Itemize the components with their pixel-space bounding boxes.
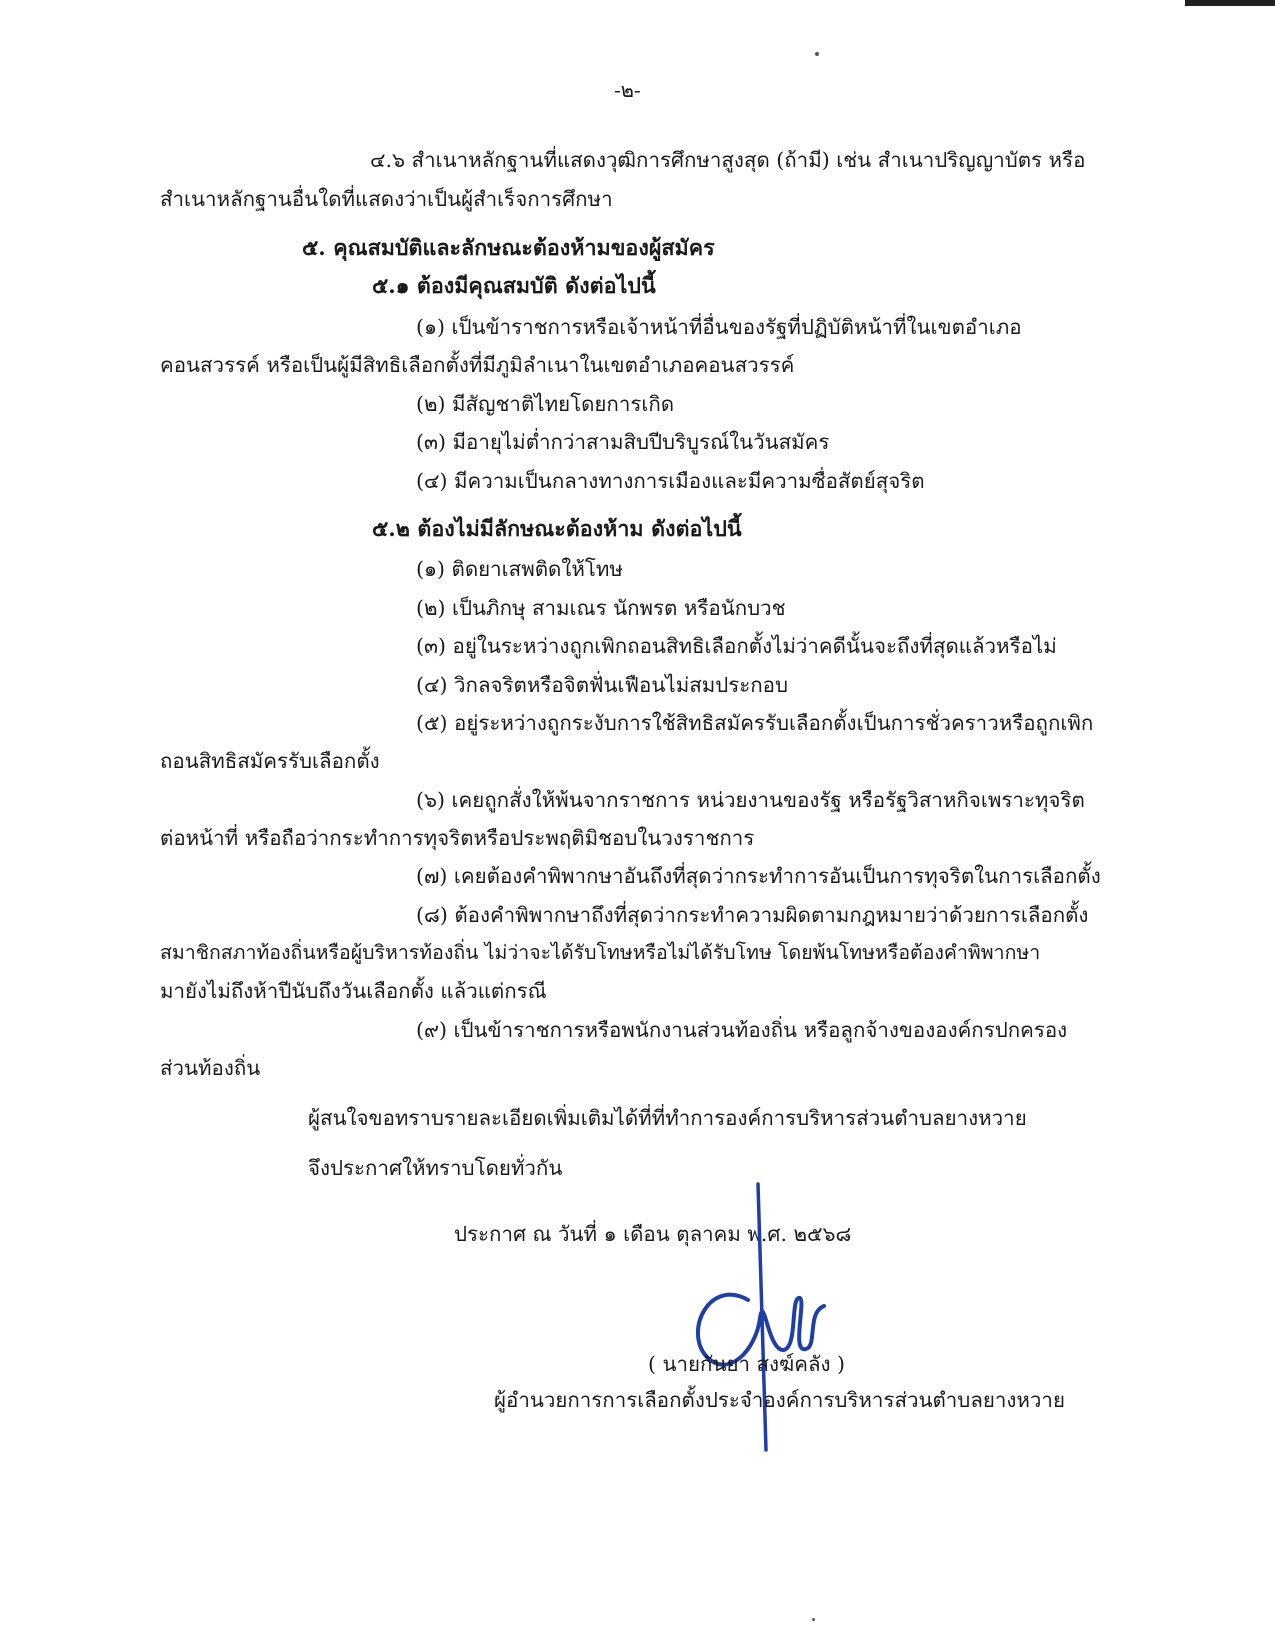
prohibition-8-line2: สมาชิกสภาท้องถิ่นหรือผู้บริหารท้องถิ่น ไม่ว่าจะได้รับโทษหรือไม่ได้รับโทษ โดยพ้นโทษหรือต้องคำพิพากษา bbox=[160, 941, 1041, 964]
section-5-2-heading: ๕.๒ ต้องไม่มีลักษณะต้องห้าม ดังต่อไปนี้ bbox=[372, 517, 742, 542]
qualification-2: (๒) มีสัญชาติไทยโดยการเกิด bbox=[416, 392, 675, 416]
inquiry-text: ผู้สนใจขอทราบรายละเอียดเพิ่มเติมได้ที่ที่ทำการองค์การบริหารส่วนตำบลยางหวาย bbox=[308, 1106, 1027, 1130]
announcement-text: จึงประกาศให้ทราบโดยทั่วกัน bbox=[308, 1156, 563, 1180]
scan-edge-mark bbox=[1185, 0, 1275, 6]
prohibition-6-line2: ต่อหน้าที่ หรือถือว่ากระทำการทุจริตหรือประพฤติมิชอบในวงราชการ bbox=[160, 826, 755, 850]
prohibition-8-line1: (๘) ต้องคำพิพากษาถึงที่สุดว่ากระทำความผิดตามกฎหมายว่าด้วยการเลือกตั้ง bbox=[416, 903, 1089, 927]
announcement-date: ประกาศ ณ วันที่ ๑ เดือน ตุลาคม พ.ศ. ๒๕๖๘ bbox=[454, 1222, 852, 1246]
section-5-heading: ๕. คุณสมบัติและลักษณะต้องห้ามของผู้สมัคร bbox=[302, 236, 715, 261]
prohibition-8-line3: มายังไม่ถึงห้าปีนับถึงวันเลือกตั้ง แล้วแต่กรณี bbox=[160, 979, 547, 1003]
page-number: -๒- bbox=[614, 78, 641, 102]
prohibition-2: (๒) เป็นภิกษุ สามเณร นักพรต หรือนักบวช bbox=[416, 596, 786, 620]
prohibition-3: (๓) อยู่ในระหว่างถูกเพิกถอนสิทธิเลือกตั้งไม่ว่าคดีนั้นจะถึงที่สุดแล้วหรือไม่ bbox=[416, 634, 1057, 658]
signatory-title: ผู้อำนวยการการเลือกตั้งประจำองค์การบริหารส่วนตำบลยางหวาย bbox=[494, 1388, 1065, 1412]
qualification-1-line1: (๑) เป็นข้าราชการหรือเจ้าหน้าที่อื่นของรัฐที่ปฏิบัติหน้าที่ในเขตอำเภอ bbox=[416, 315, 1022, 339]
prohibition-5-line1: (๕) อยู่ระหว่างถูกระงับการใช้สิทธิสมัครรับเลือกตั้งเป็นการชั่วคราวหรือถูกเพิก bbox=[416, 711, 1094, 735]
section-5-1-heading: ๕.๑ ต้องมีคุณสมบัติ ดังต่อไปนี้ bbox=[372, 274, 656, 299]
signature bbox=[690, 1180, 880, 1460]
prohibition-4: (๔) วิกลจริตหรือจิตฟั่นเฟือนไม่สมประกอบ bbox=[416, 673, 789, 697]
prohibition-5-line2: ถอนสิทธิสมัครรับเลือกตั้ง bbox=[160, 749, 380, 773]
item-4-6-line2: สำเนาหลักฐานอื่นใดที่แสดงว่าเป็นผู้สำเร็จการศึกษา bbox=[160, 187, 613, 211]
prohibition-1: (๑) ติดยาเสพติดให้โทษ bbox=[416, 557, 623, 581]
prohibition-9-line2: ส่วนท้องถิ่น bbox=[160, 1056, 261, 1080]
prohibition-7: (๗) เคยต้องคำพิพากษาอันถึงที่สุดว่ากระทำการอันเป็นการทุจริตในการเลือกตั้ง bbox=[416, 864, 1101, 888]
scan-speck bbox=[815, 52, 819, 56]
qualification-1-line2: คอนสวรรค์ หรือเป็นผู้มีสิทธิเลือกตั้งที่มีภูมิลำเนาในเขตอำเภอคอนสวรรค์ bbox=[160, 353, 795, 377]
qualification-3: (๓) มีอายุไม่ต่ำกว่าสามสิบปีบริบูรณ์ในวันสมัคร bbox=[416, 430, 830, 454]
scan-speck bbox=[812, 1618, 815, 1621]
prohibition-6-line1: (๖) เคยถูกสั่งให้พ้นจากราชการ หน่วยงานของรัฐ หรือรัฐวิสาหกิจเพราะทุจริต bbox=[416, 788, 1085, 812]
qualification-4: (๔) มีความเป็นกลางทางการเมืองและมีความซื่อสัตย์สุจริต bbox=[416, 469, 925, 493]
prohibition-9-line1: (๙) เป็นข้าราชการหรือพนักงานส่วนท้องถิ่น หรือลูกจ้างขององค์กรปกครอง bbox=[416, 1018, 1068, 1042]
signatory-name: ( นายกันยา สงฆ์คลัง ) bbox=[648, 1352, 846, 1376]
item-4-6-line1: ๔.๖ สำเนาหลักฐานที่แสดงวุฒิการศึกษาสูงสุด (ถ้ามี) เช่น สำเนาปริญญาบัตร หรือ bbox=[370, 148, 1086, 172]
